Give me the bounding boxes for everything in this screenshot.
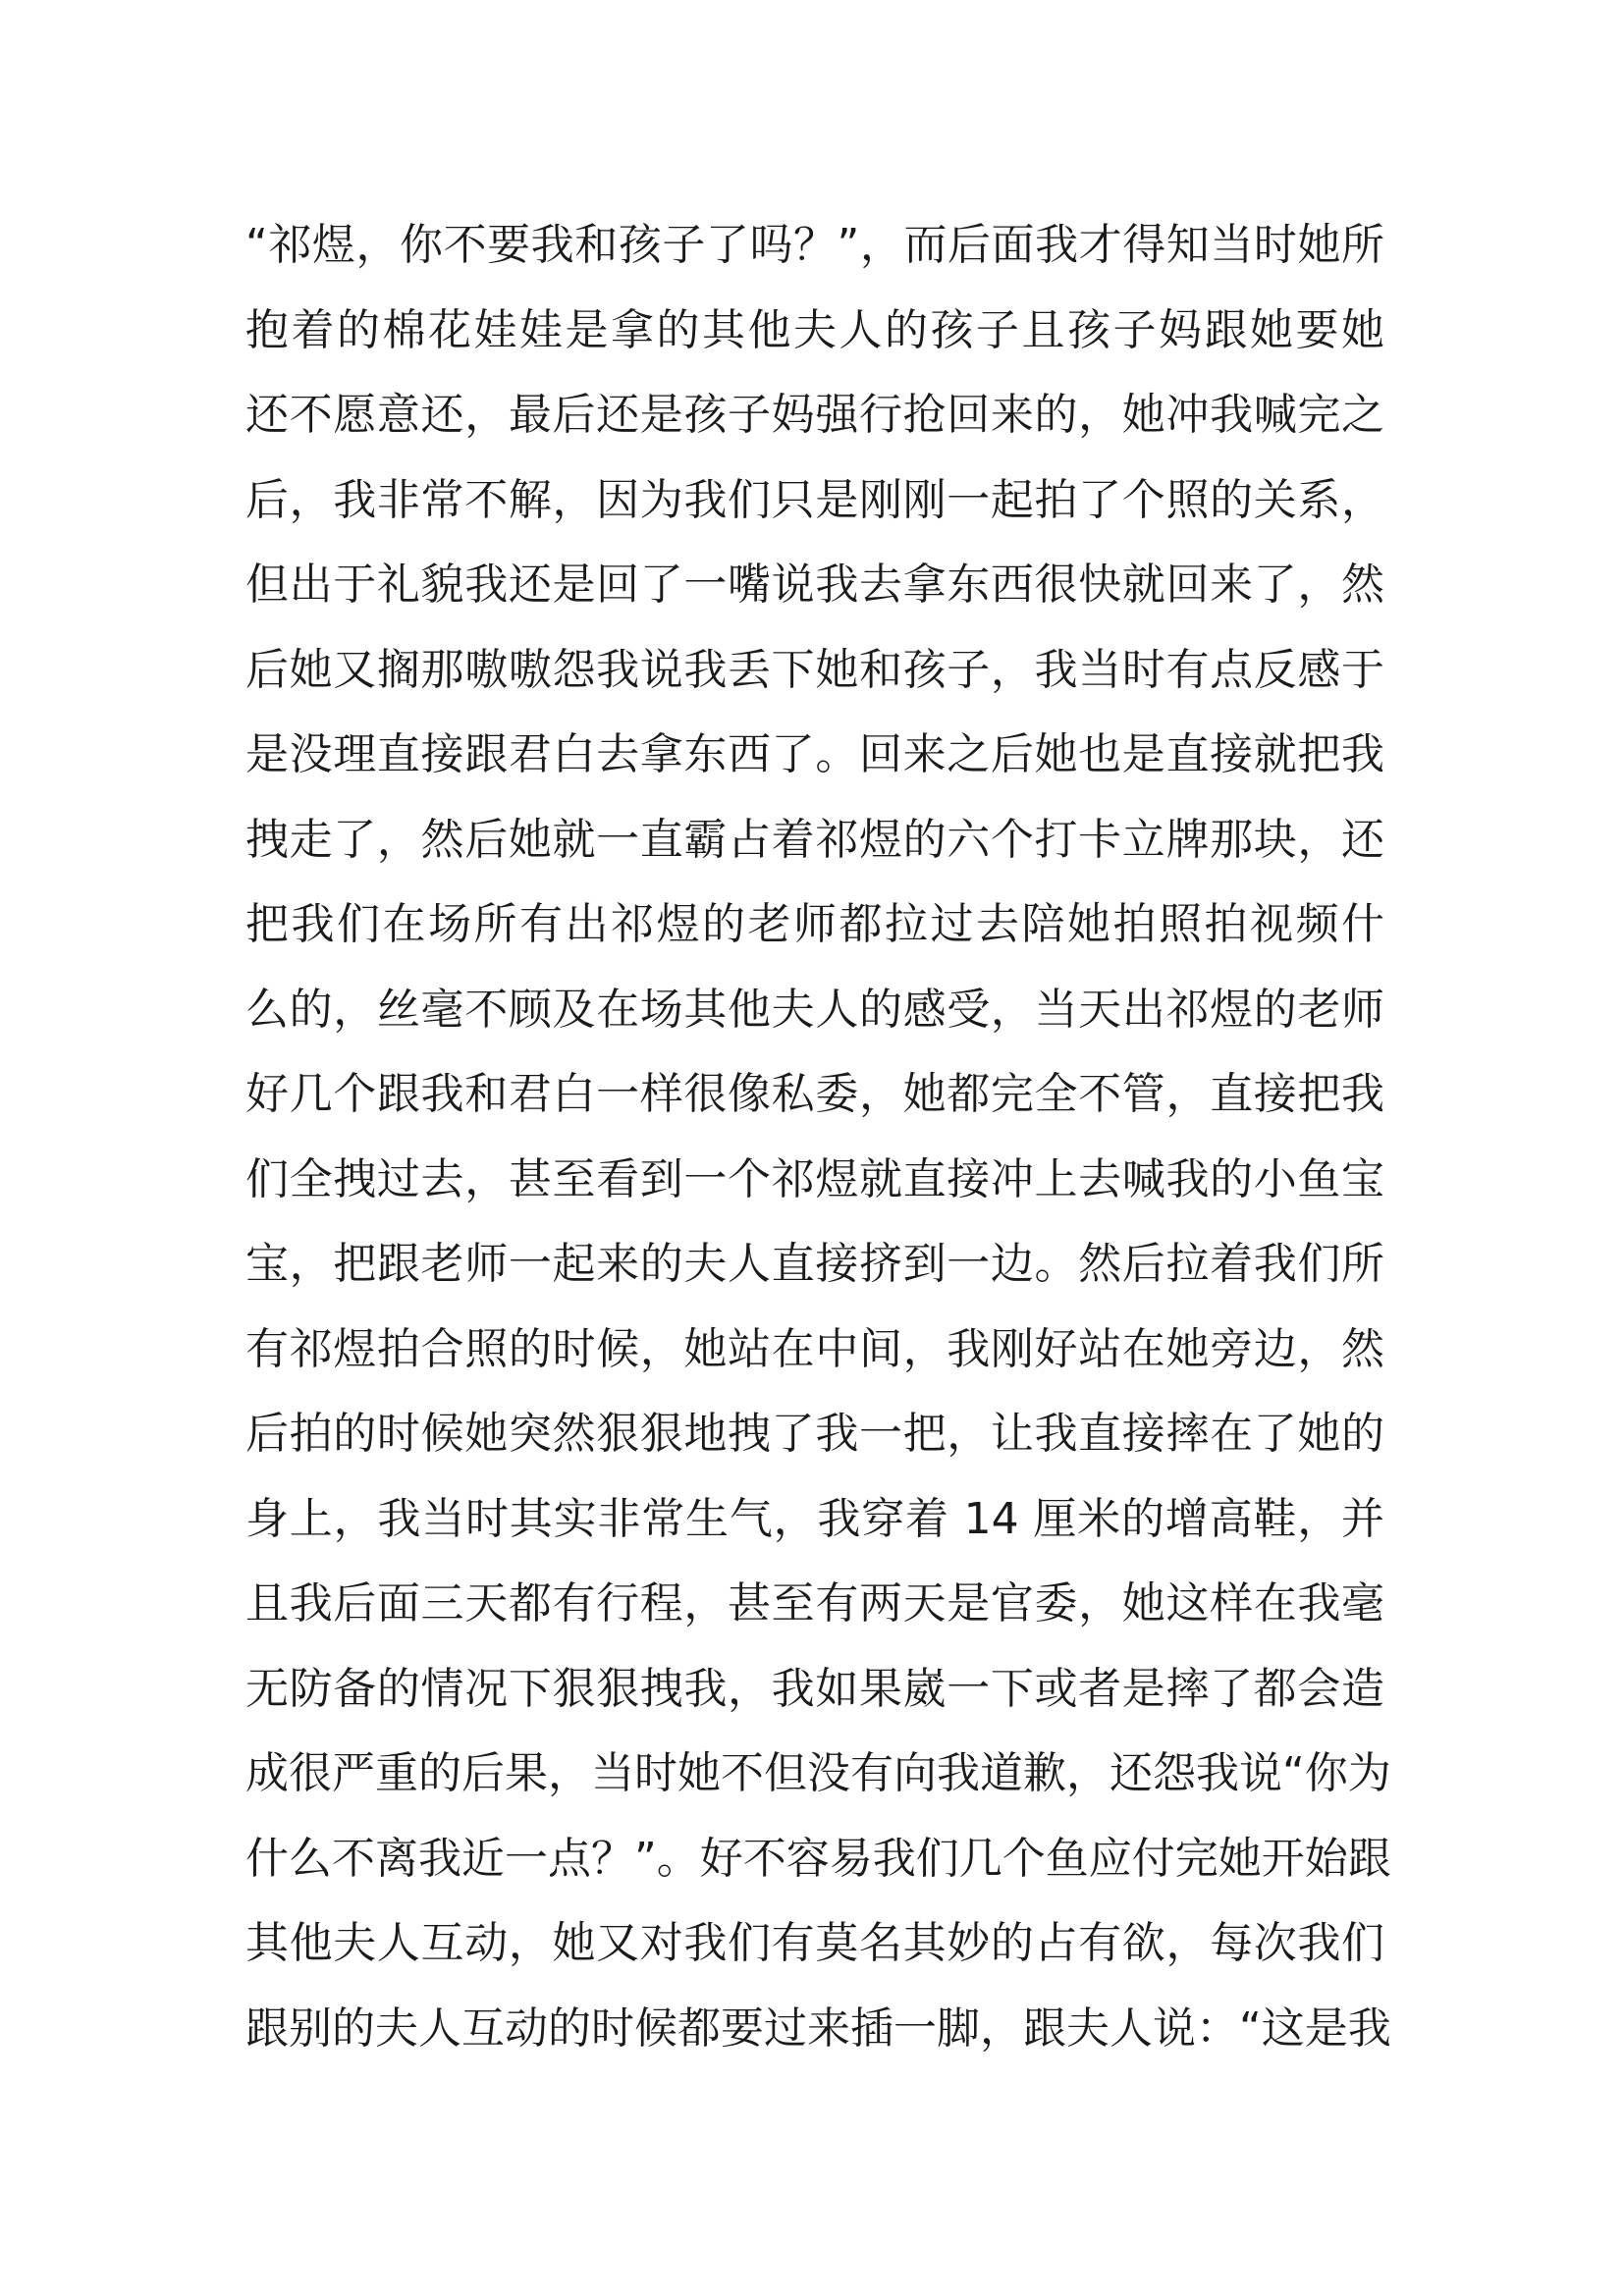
text-line-15: 后拍的时候她突然狠狠地拽了我一把，让我直接摔在了她的 <box>245 1409 1384 1459</box>
text-line-2: 抱着的棉花娃娃是拿的其他夫人的孩子且孩子妈跟她要她 <box>245 304 1384 355</box>
text-line-12: 们全拽过去，甚至看到一个祁煜就直接冲上去喊我的小鱼宝 <box>245 1153 1384 1204</box>
body-text <box>245 203 1391 2071</box>
text-line-22: 跟别的夫人互动的时候都要过来插一脚，跟夫人说：“这是我 <box>245 2002 1391 2054</box>
text-line-5: 但出于礼貌我还是回了一嘴说我去拿东西很快就回来了，然 <box>245 560 1384 610</box>
text-line-11: 好几个跟我和君白一样很像私委，她都完全不管，直接把我 <box>245 1069 1384 1119</box>
text-line-4: 后，我非常不解，因为我们只是刚刚一起拍了个照的关系， <box>245 474 1384 525</box>
text-line-16: 身上，我当时其实非常生气，我穿着 14 厘米的增高鞋，并 <box>245 1493 1384 1544</box>
text-line-10: 么的，丝毫不顾及在场其他夫人的感受，当天出祁煜的老师 <box>245 984 1384 1035</box>
text-line-6: 后她又搁那嗷嗷怨我说我丢下她和孩子，我当时有点反感于 <box>245 644 1384 695</box>
text-line-9: 把我们在场所有出祁煜的老师都拉过去陪她拍照拍视频什 <box>245 899 1384 949</box>
text-line-1: “祁煜，你不要我和孩子了吗？”，而后面我才得知当时她所 <box>245 220 1384 270</box>
text-line-21: 其他夫人互动，她又对我们有莫名其妙的占有欲，每次我们 <box>245 1918 1384 1968</box>
text-line-7: 是没理直接跟君白去拿东西了。回来之后她也是直接就把我 <box>245 729 1384 779</box>
text-line-19: 成很严重的后果，当时她不但没有向我道歉，还怨我说“你为 <box>245 1748 1391 1798</box>
text-line-3: 还不愿意还，最后还是孩子妈强行抢回来的，她冲我喊完之 <box>245 390 1384 440</box>
text-line-8: 拽走了，然后她就一直霸占着祁煜的六个打卡立牌那块，还 <box>245 814 1384 865</box>
text-line-13: 宝，把跟老师一起来的夫人直接挤到一边。然后拉着我们所 <box>245 1239 1384 1289</box>
text-line-18: 无防备的情况下狠狠拽我，我如果崴一下或者是摔了都会造 <box>245 1663 1384 1714</box>
text-line-20: 什么不离我近一点？”。好不容易我们几个鱼应付完她开始跟 <box>245 1833 1391 1884</box>
text-line-14: 有祁煜拍合照的时候，她站在中间，我刚好站在她旁边，然 <box>245 1323 1384 1374</box>
text-line-17: 且我后面三天都有行程，甚至有两天是官委，她这样在我毫 <box>245 1578 1384 1629</box>
